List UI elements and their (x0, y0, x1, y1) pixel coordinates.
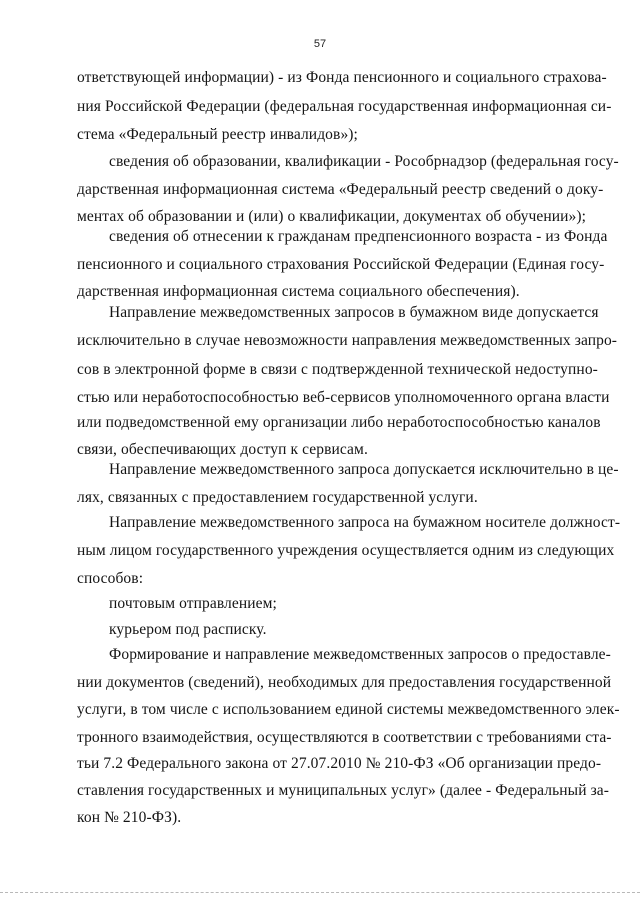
text-line: ния Российской Федерации (федеральная государственная информационная си- (77, 98, 612, 115)
text-line: способов: (77, 570, 144, 587)
text-line: стема «Федеральный реестр инвалидов»); (77, 126, 358, 143)
text-line: дарственная информационная система «Федеральный реестр сведений о доку- (77, 181, 604, 198)
text-line: Формирование и направление межведомственных запросов о предоставле- (109, 646, 611, 663)
text-line: ным лицом государственного учреждения осуществляется одним из следующих (77, 542, 615, 559)
text-line: кон № 210-ФЗ). (77, 809, 182, 826)
text-line: Направление межведомственного запроса на бумажном носителе должност- (109, 514, 621, 531)
text-line: услуги, в том числе с использованием единой системы межведомственного элек- (77, 701, 620, 718)
text-line: связи, обеспечивающих доступ к сервисам. (77, 441, 368, 458)
text-line: сов в электронной форме в связи с подтвержденной технической недоступно- (77, 361, 598, 378)
text-line: пенсионного и социального страхования Российской Федерации (Единая госу- (77, 256, 605, 273)
text-line: или подведомственной ему организации либо неработоспособностью каналов (77, 414, 601, 431)
scan-edge-divider (0, 892, 640, 894)
text-line: сведения об образовании, квалификации - Рособрнадзор (федеральная госу- (109, 153, 619, 170)
page-number: 57 (313, 38, 327, 50)
text-line: тронного взаимодействия, осуществляются в соответствии с требованиями ста- (77, 729, 612, 746)
text-line: дарственная информационная система социального обеспечения). (77, 283, 520, 300)
text-line: лях, связанных с предоставлением государственной услуги. (77, 489, 478, 506)
text-line: Направление межведомственных запросов в бумажном виде допускается (109, 304, 599, 321)
text-line: ментах об образовании и (или) о квалификации, документах об обучении»); (77, 208, 587, 225)
text-line: ответствующей информации) - из Фонда пенсионного и социального страхова- (77, 69, 607, 86)
text-line: сведения об отнесении к гражданам предпенсионного возраста - из Фонда (109, 228, 608, 245)
text-line: тьи 7.2 Федерального закона от 27.07.2010 № 210-ФЗ «Об организации предо- (77, 755, 602, 772)
text-line: ставления государственных и муниципальных услуг» (далее - Федеральный за- (77, 782, 610, 799)
text-line: почтовым отправлением; (109, 595, 277, 612)
text-line: стью или неработоспособностью веб-сервисов уполномоченного органа власти (77, 389, 610, 406)
text-line: исключительно в случае невозможности направления межведомственных запро- (77, 332, 618, 349)
text-line: Направление межведомственного запроса допускается исключительно в це- (109, 461, 619, 478)
text-line: курьером под расписку. (109, 621, 267, 638)
text-line: нии документов (сведений), необходимых для предоставления государственной (77, 674, 612, 691)
